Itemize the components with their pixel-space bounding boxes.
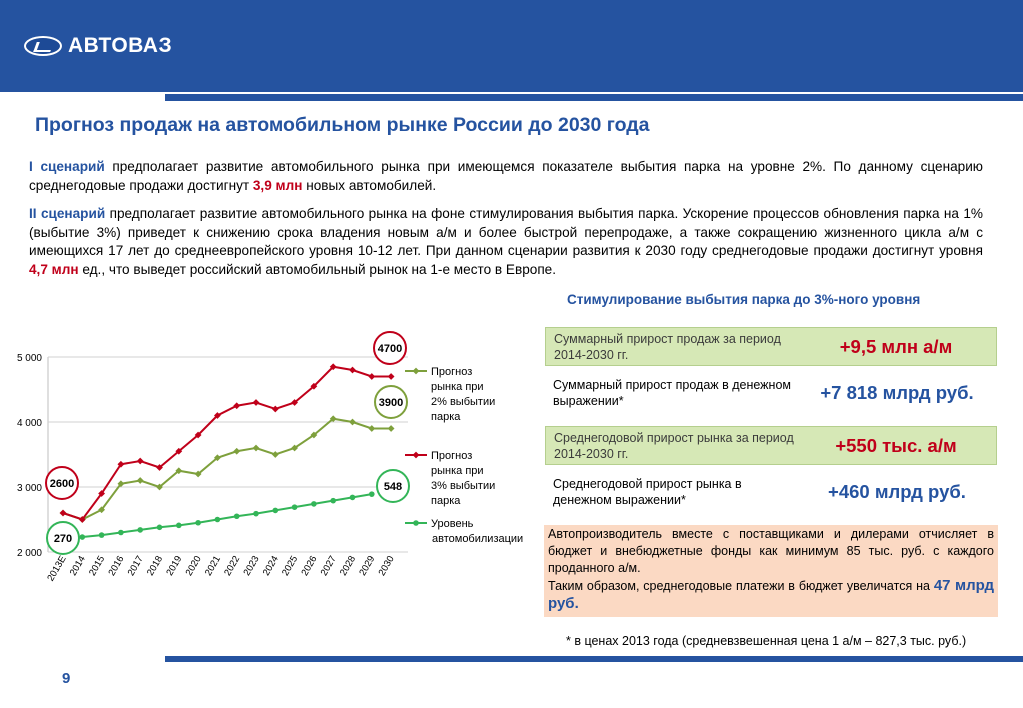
legend-marker [413,520,419,526]
scenario-2-text-b: ед., что выведет российский автомобильный рынок на 1-е место в Европе. [78,261,557,277]
data-point [60,510,67,517]
budget-note-line2-text: Таким образом, среднегодовые платежи в бюджет увеличатся на [548,579,934,593]
annotation-label: 4700 [377,343,403,355]
stat-value: +7 818 млрд руб. [820,382,974,403]
data-point [369,491,375,497]
data-point [137,477,144,484]
x-tick-label: 2020 [183,554,204,578]
data-point [234,513,240,519]
x-tick-label: 2022 [222,554,243,578]
legend-text: 3% выбытии [431,480,496,492]
stat-value: +460 млрд руб. [828,481,966,502]
data-point [99,532,105,538]
data-point [272,451,279,458]
scenario-1-highlight: 3,9 млн [252,177,303,193]
data-point [388,373,395,380]
data-point [388,425,395,432]
stat-label: Суммарный прирост продаж за период 2014-2030 гг. [554,332,781,362]
x-tick-label: 2017 [125,554,146,578]
y-tick-label: 3 000 [16,483,42,494]
page-number: 9 [62,670,71,687]
data-point [233,402,240,409]
data-point [311,501,317,507]
stimulus-heading: Стимулирование выбытия парка до 3%-ного уровня [567,292,921,307]
scenario-2-highlight: 4,7 млн [29,261,79,277]
x-tick-label: 2024 [260,554,281,578]
data-point [157,525,163,531]
brand-name: АВТОВАЗ [68,34,173,57]
header-stripe [165,94,1023,101]
annotation-label: 548 [383,481,403,493]
y-tick-label: 4 000 [16,418,42,429]
scenario-1-text-b: новых автомобилей. [302,177,437,193]
legend-text: 2% выбытии [431,396,496,408]
chart-legend [405,366,523,545]
data-point [273,508,279,514]
y-tick-label: 5 000 [16,353,42,364]
budget-note-box [544,525,998,617]
budget-note-line1: Автопроизводитель вместе с поставщиками и дилерами отчисляет в бюджет и внебюджетные фонды как минимум 85 тыс. руб. с каждого проданного а/м. [548,527,994,575]
x-tick-label: 2014 [67,554,88,578]
legend-marker [413,452,420,459]
stat-row-3 [545,426,997,465]
data-point [292,504,298,510]
data-point [253,399,260,406]
scenario-1-text-a: предполагает развитие автомобильного рынка при имеющемся показателе выбытия парка на уровне 2%. По данному сценарию среднегодовые продажи достигнут [29,159,983,193]
legend-text: автомобилизации [432,533,524,545]
scenario-2-paragraph [29,205,983,279]
stat-row-1 [545,327,997,366]
chart-series [60,363,395,541]
series-line-1 [63,419,391,520]
scenario-1-paragraph [29,158,983,195]
data-point [137,458,144,465]
x-tick-label: 2016 [106,554,127,578]
stat-label: Среднегодовой прирост рынка за период 2014-2030 гг. [554,431,794,461]
data-point [137,527,143,533]
stat-value: +550 тыс. а/м [835,435,957,456]
data-point [330,498,336,504]
x-tick-label: 2015 [87,554,108,578]
annotation-label: 270 [53,533,73,545]
x-tick-label: 2018 [145,554,166,578]
legend-marker [413,368,420,375]
data-point [368,373,375,380]
data-point [349,419,356,426]
annotation-label: 3900 [378,397,404,409]
data-point [215,517,221,523]
data-point [349,367,356,374]
x-tick-label: 2023 [241,554,262,578]
annotation-label: 2600 [49,478,75,490]
data-point [253,511,259,517]
data-point [253,445,260,452]
x-tick-label: 2029 [357,554,378,578]
budget-note-line2 [548,577,994,613]
logo [24,34,172,58]
x-tick-label: 2026 [299,554,320,578]
y-tick-label: 2 000 [16,548,42,559]
data-point [272,406,279,413]
data-point [233,448,240,455]
footnote: * в ценах 2013 года (средневзвешенная цена 1 а/м – 827,3 тыс. руб.) [566,634,967,648]
x-tick-label: 2019 [164,554,185,578]
data-point [195,520,201,526]
bottom-stripe [165,656,1023,662]
x-tick-label: 2013E [45,554,69,584]
legend-text: рынка при [431,465,484,477]
legend-text: рынка при [431,381,484,393]
chart-annotations [46,332,409,554]
data-point [350,495,356,501]
x-tick-label: 2021 [202,554,223,578]
stat-row-4 [545,473,997,512]
legend-text: Уровень [431,518,474,530]
data-point [118,530,124,536]
sales-forecast-chart [0,325,545,615]
legend-text: Прогноз [431,450,473,462]
x-tick-label: 2025 [280,554,301,578]
x-tick-label: 2028 [338,554,359,578]
scenario-2-text-a: предполагает развитие автомобильного рынка на фоне стимулирования выбытия парка. Ускорение процессов обновления парка на 1% (выбытие 3%) приведет к снижению срока владения новым а/м и более быстрой перепродаже, а также сокращению жизненного цикла а/м с имеющихся 17 лет до среднеевропейского уровня 10-12 лет. При данном сценарии развития к 2030 году среднегодовые продажи достигнут уровня [29,206,983,258]
x-tick-labels [45,554,396,583]
page-title: Прогноз продаж на автомобильном рынке России до 2030 года [35,114,650,136]
legend-text: парка [431,411,461,423]
legend-text: парка [431,495,461,507]
data-point [368,425,375,432]
y-tick-labels [17,353,42,559]
stat-value: +9,5 млн а/м [839,336,953,357]
scenario-2-lead: II сценарий [29,206,106,221]
stat-label: Среднегодовой прирост рынка в денежном выражении* [553,477,742,507]
scenario-1-lead: I сценарий [29,159,105,174]
data-point [80,534,86,540]
data-point [176,523,182,529]
lada-boat-icon [24,36,62,56]
x-tick-label: 2030 [376,554,397,578]
legend-text: Прогноз [431,366,473,378]
stat-row-2 [545,374,997,413]
stat-label: Суммарный прирост продаж в денежном выражении* [553,378,791,408]
x-tick-label: 2027 [318,554,339,578]
budget-note-highlight: 47 млрд руб. [548,577,994,612]
